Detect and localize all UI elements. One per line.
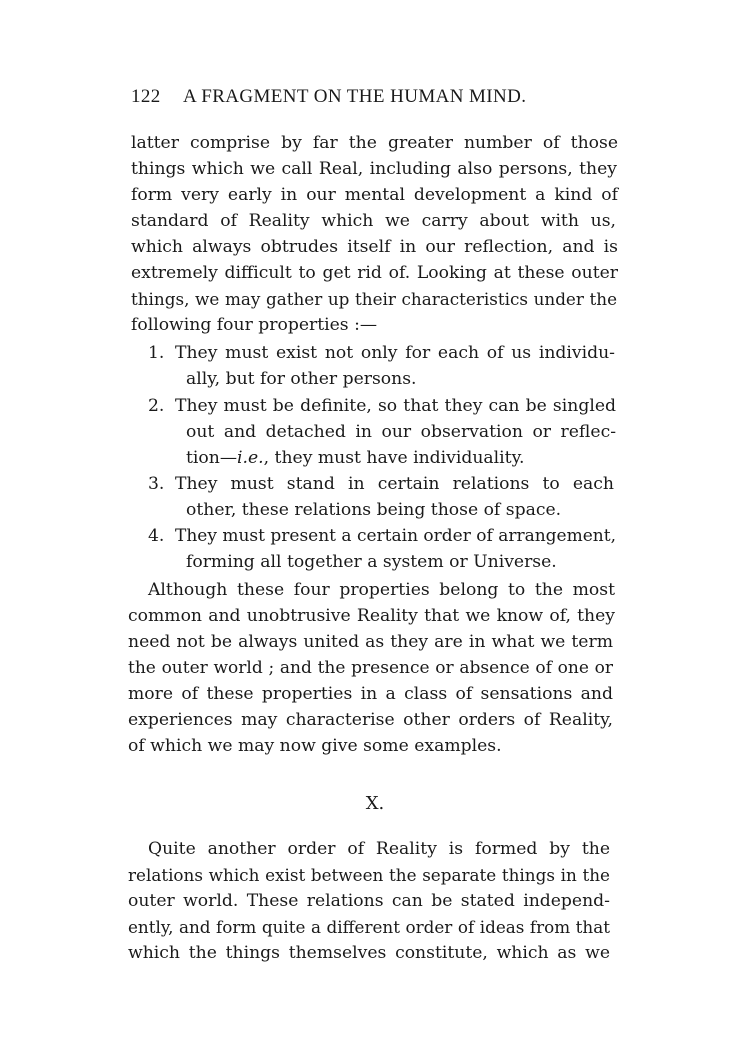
- paragraph-line: relations which exist between the separate things in the: [128, 865, 610, 885]
- paragraph-line: ently, and form quite a different order of ideas from that: [128, 917, 610, 937]
- running-title: A FRAGMENT ON THE HUMAN MIND.: [183, 86, 527, 107]
- paragraph-line: which the things themselves constitute, which as we: [128, 943, 610, 963]
- paragraph-line: outer world. These relations can be stated independ-: [128, 891, 610, 911]
- list-number: 4.: [148, 526, 165, 546]
- paragraph-line: following four properties :—: [131, 315, 378, 335]
- paragraph-line: Although these four properties belong to the most: [148, 580, 615, 600]
- paragraph-line: of which we may now give some examples.: [128, 736, 502, 756]
- paragraph-line: the outer world ; and the presence or absence of one or: [128, 658, 613, 678]
- list-line: tion—i.e., they must have individuality.: [186, 448, 525, 468]
- paragraph-line: experiences may characterise other orders of Reality,: [128, 710, 613, 730]
- list-number: 3.: [148, 474, 165, 494]
- paragraph-line: standard of Reality which we carry about with us,: [131, 211, 616, 231]
- paragraph-line: things which we call Real, including also persons, they: [131, 159, 617, 179]
- list-line: They must stand in certain relations to each: [175, 474, 614, 494]
- running-header: [131, 86, 616, 112]
- list-line: ally, but for other persons.: [186, 369, 417, 389]
- list-line: out and detached in our observation or reflec-: [186, 422, 616, 442]
- list-line: They must present a certain order of arrangement,: [175, 526, 616, 546]
- paragraph-line: need not be always united as they are in what we term: [128, 632, 613, 652]
- paragraph-line: more of these properties in a class of sensations and: [128, 684, 613, 704]
- paragraph-line: Quite another order of Reality is formed by the: [148, 839, 610, 859]
- section-heading: X.: [365, 793, 385, 814]
- list-line: other, these relations being those of space.: [186, 500, 562, 520]
- list-number: 2.: [148, 396, 165, 416]
- list-line: forming all together a system or Universe.: [186, 552, 557, 572]
- paragraph-line: latter comprise by far the greater number of those: [131, 133, 618, 153]
- paragraph-line: common and unobtrusive Reality that we know of, they: [128, 606, 615, 626]
- list-line: They must exist not only for each of us individu-: [175, 343, 615, 363]
- list-line: They must be definite, so that they can be singled: [175, 396, 616, 416]
- paragraph-line: things, we may gather up their characteristics under the: [131, 289, 617, 309]
- paragraph-line: which always obtrudes itself in our reflection, and is: [131, 237, 618, 257]
- list-number: 1.: [148, 343, 165, 363]
- paragraph-line: form very early in our mental development a kind of: [131, 185, 618, 205]
- paragraph-line: extremely difficult to get rid of. Looking at these outer: [131, 263, 618, 283]
- page-number: 122: [131, 86, 161, 107]
